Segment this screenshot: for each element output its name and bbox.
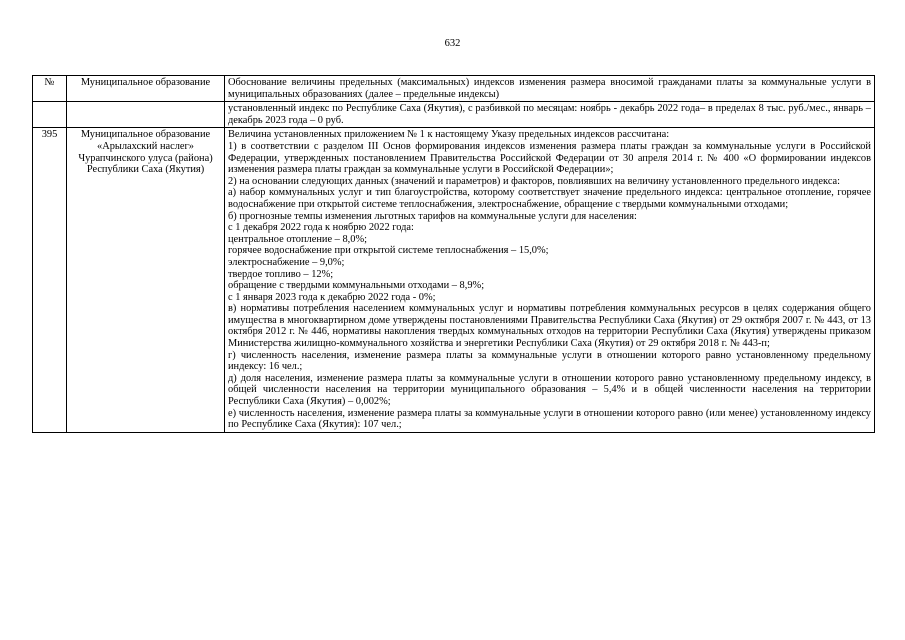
continuation-number-cell (33, 102, 67, 128)
paragraph: электроснабжение – 9,0%; (228, 256, 345, 268)
header-number: № (33, 76, 67, 102)
paragraph: 1) в соответствии с разделом III Основ формирования индексов изменения размера платы граждан за коммунальные услуги в Российской Федерации, утвержденных постановлением Правительства Российской Федерации от 30 апреля 2014 г. № 400 «О формировании индексов изменения размера платы граждан за коммунальные услуги в Российской Федерации»; (228, 140, 871, 176)
paragraph: 2) на основании следующих данных (значений и параметров) и факторов, повлиявших на величину установленного предельного индекса: (228, 175, 841, 187)
row-number: 395 (33, 128, 67, 432)
paragraph: в) нормативы потребления населением коммунальных услуг и нормативы потребления коммунальных ресурсов в целях содержания общего имущества в многоквартирном доме утверждены постановлениями Правительства Республики Саха (Якутия) от 29 октября 2007 г. № 443, от 13 октября 2012 г. № 446, нормативы накопления твердых коммунальных отходов на территории Республики Саха (Якутия) утверждены приказом Министерства жилищно-коммунального хозяйства и энергетики Республики Саха (Якутия) от 29 октября 2018 г. № 443-п; (228, 303, 871, 350)
paragraph: д) доля населения, изменение размера платы за коммунальные услуги в отношении которого равно установленному предельному индексу, в общей численности населения на территории муниципального образования – 5,4% и в общей численности населения на территории Республики Саха (Якутия) – 0,002%; (228, 372, 871, 408)
paragraph: б) прогнозные темпы изменения льготных тарифов на коммунальные услуги для населения: (228, 210, 637, 222)
paragraph: обращение с твердыми коммунальными отходами – 8,9%; (228, 280, 485, 292)
paragraph: г) численность населения, изменение размера платы за коммунальные услуги в отношении которого равно установленному предельному индексу: 16 чел.; (228, 349, 871, 373)
paragraph: центральное отопление – 8,0%; (228, 233, 367, 245)
paragraph: горячее водоснабжение при открытой системе теплоснабжения – 15,0%; (228, 245, 549, 257)
continuation-municipality-cell (67, 102, 225, 128)
page-number: 632 (444, 38, 461, 49)
paragraph: Величина установленных приложением № 1 к настоящему Указу предельных индексов рассчитана: (228, 129, 670, 141)
header-justification: Обоснование величины предельных (максимальных) индексов изменения размера вносимой гражданами платы за коммунальные услуги в муниципальных образованиях (далее – предельные индексы) (225, 76, 875, 102)
paragraph: а) набор коммунальных услуг и тип благоустройства, которому соответствует значение предельного индекса: центральное отопление, горячее водоснабжение при открытой системе теплоснабжения, электроснабжение, обращение с твердыми коммунальными отходами; (228, 187, 871, 210)
continuation-row (33, 102, 875, 128)
table-row (33, 128, 875, 432)
paragraph: е) численность населения, изменение размера платы за коммунальные услуги в отношении которого равно (или менее) установленному индексу по Республике Саха (Якутия): 107 чел.; (228, 407, 871, 431)
paragraph: с 1 января 2023 года к декабрю 2022 года - 0%; (228, 291, 436, 303)
header-municipality: Муниципальное образование (67, 76, 225, 102)
continuation-text: установленный индекс по Республике Саха (Якутия), с разбивкой по месяцам: ноябрь - декабрь 2022 года– в пределах 8 тыс. руб./мес., январь – декабрь 2023 года – 0 руб. (225, 102, 875, 128)
justification-table (32, 75, 875, 433)
paragraph: твердое топливо – 12%; (228, 268, 334, 280)
row-justification (225, 128, 875, 432)
row-municipality: Муниципальное образование «Арылахский наслег» Чурапчинского улуса (района) Республики Саха (Якутия) (67, 128, 225, 432)
table-header-row (33, 76, 875, 102)
paragraph: с 1 декабря 2022 года к ноябрю 2022 года: (228, 222, 414, 234)
